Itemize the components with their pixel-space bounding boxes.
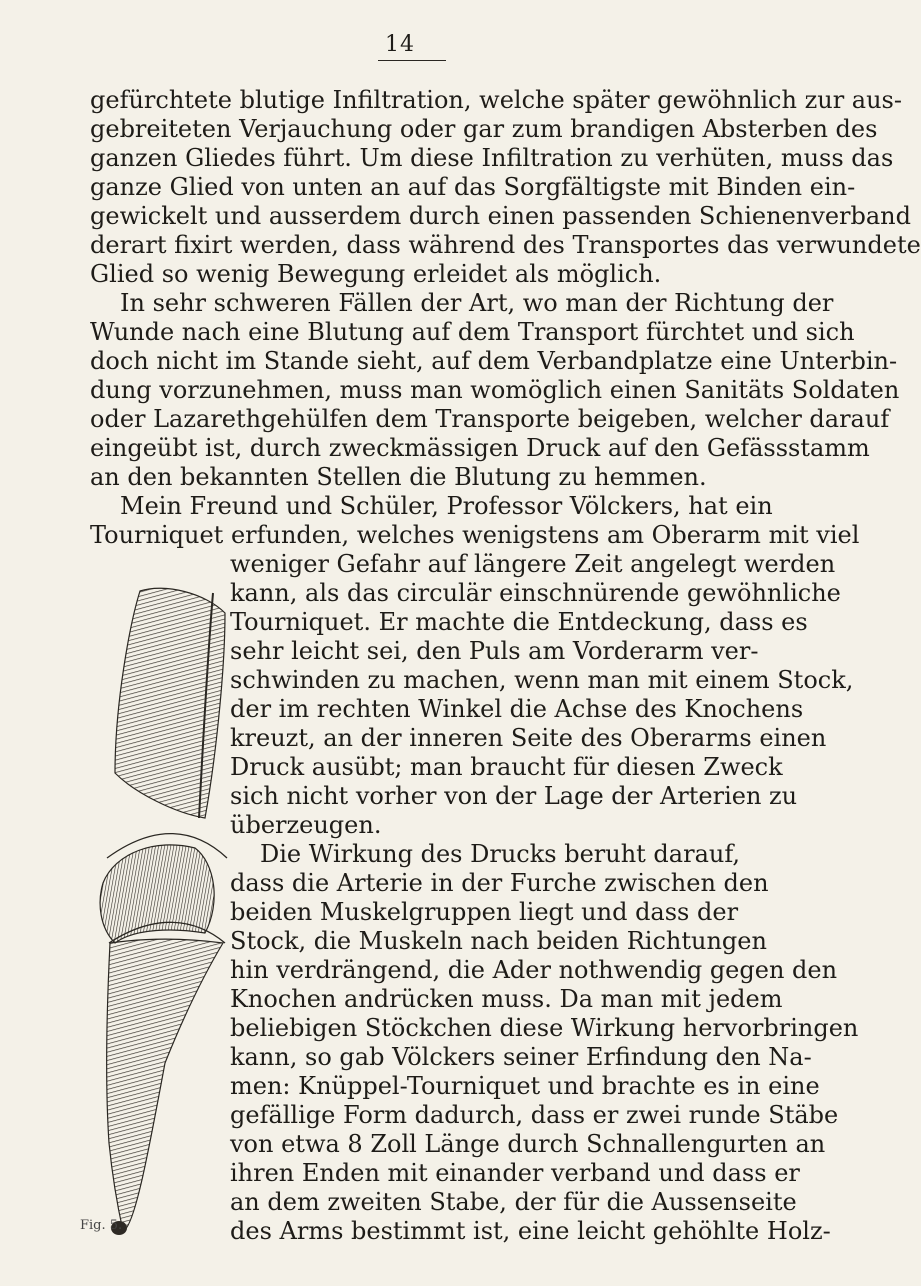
text-line: kann, so gab Völckers seiner Erfindung den Na-	[230, 1043, 812, 1071]
text-line: sich nicht vorher von der Lage der Arterien zu	[230, 782, 798, 810]
text-line: an den bekannten Stellen die Blutung zu hemmen.	[90, 463, 707, 491]
text-line: Wunde nach eine Blutung auf dem Transport fürchtet und sich	[90, 318, 855, 346]
text-line: von etwa 8 Zoll Länge durch Schnallengurten an	[230, 1130, 826, 1158]
text-line: gewickelt und ausserdem durch einen passenden Schienenverband	[90, 202, 911, 230]
text-line: ganze Glied von unten an auf das Sorgfältigste mit Binden ein-	[90, 173, 856, 201]
text-line: beiden Muskelgruppen liegt und dass der	[230, 898, 739, 926]
text-line: ganzen Gliedes führt. Um diese Infiltration zu verhüten, muss das	[90, 144, 894, 172]
text-line: Stock, die Muskeln nach beiden Richtungen	[230, 927, 767, 955]
text-line: doch nicht im Stande sieht, auf dem Verbandplatze eine Unterbin-	[90, 347, 898, 375]
text-line: sehr leicht sei, den Puls am Vorderarm ver-	[230, 637, 759, 665]
page-number: 14	[385, 32, 415, 57]
strap-band-shape	[100, 845, 214, 943]
text-line: derart fixirt werden, dass während des Transportes das verwundete	[90, 231, 921, 259]
upper-pad-shape	[115, 588, 225, 818]
text-line: weniger Gefahr auf längere Zeit angelegt werden	[230, 550, 836, 578]
text-line: schwinden zu machen, wenn man mit einem Stock,	[230, 666, 854, 694]
text-line: kreuzt, an der inneren Seite des Oberarms einen	[230, 724, 827, 752]
text-line: der im rechten Winkel die Achse des Knochens	[230, 695, 804, 723]
text-line: ihren Enden mit einander verband und dass er	[230, 1159, 800, 1187]
page-number-rule	[378, 60, 446, 61]
text-line: Tourniquet erfunden, welches wenigstens am Oberarm mit viel	[90, 521, 860, 549]
text-line: dung vorzunehmen, muss man womöglich einen Sanitäts Soldaten	[90, 376, 900, 404]
text-line: überzeugen.	[230, 811, 382, 839]
text-line: men: Knüppel-Tourniquet und brachte es in eine	[230, 1072, 820, 1100]
text-line: dass die Arterie in der Furche zwischen den	[230, 869, 769, 897]
text-line: In sehr schweren Fällen der Art, wo man der Richtung der	[120, 289, 834, 317]
tourniquet-figure-illustration	[95, 583, 235, 1238]
text-line: gebreiteten Verjauchung oder gar zum brandigen Absterben des	[90, 115, 878, 143]
text-line: gefällige Form dadurch, dass er zwei runde Stäbe	[230, 1101, 839, 1129]
text-line: Druck ausübt; man braucht für diesen Zweck	[230, 753, 783, 781]
lower-stick-shape	[107, 939, 223, 1231]
text-line: Glied so wenig Bewegung erleidet als möglich.	[90, 260, 662, 288]
text-line: kann, als das circulär einschnürende gewöhnliche	[230, 579, 841, 607]
text-line: gefürchtete blutige Infiltration, welche später gewöhnlich zur aus-	[90, 86, 902, 114]
text-line: hin verdrängend, die Ader nothwendig gegen den	[230, 956, 838, 984]
text-line: Knochen andrücken muss. Da man mit jedem	[230, 985, 783, 1013]
text-line: eingeübt ist, durch zweckmässigen Druck auf den Gefässstamm	[90, 434, 870, 462]
text-line: an dem zweiten Stabe, der für die Aussenseite	[230, 1188, 797, 1216]
text-line: Mein Freund und Schüler, Professor Völckers, hat ein	[120, 492, 773, 520]
text-line: beliebigen Stöckchen diese Wirkung hervorbringen	[230, 1014, 859, 1042]
text-line: Tourniquet. Er machte die Entdeckung, dass es	[230, 608, 808, 636]
text-line: des Arms bestimmt ist, eine leicht gehöhlte Holz-	[230, 1217, 831, 1245]
figure-caption: Fig. 5.	[80, 1218, 123, 1233]
text-line: oder Lazarethgehülfen dem Transporte beigeben, welcher darauf	[90, 405, 890, 433]
text-line: Die Wirkung des Drucks beruht darauf,	[260, 840, 740, 868]
